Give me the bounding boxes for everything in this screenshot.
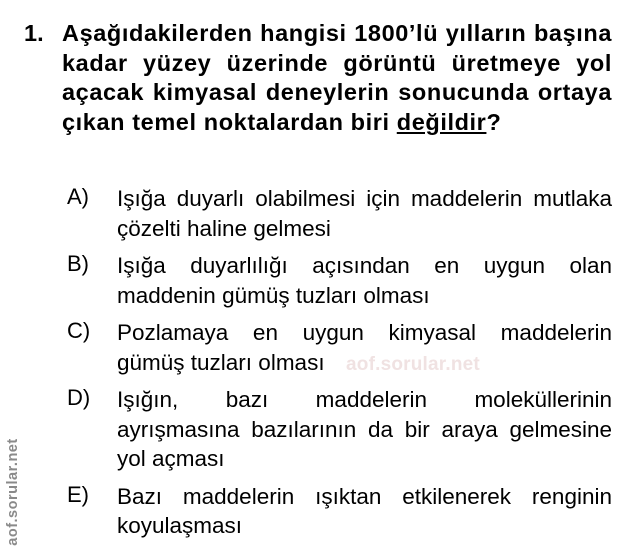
question-number: 1. bbox=[24, 20, 44, 46]
option-c[interactable] bbox=[67, 318, 612, 377]
option-b-text: Işığa duyarlılığı açısından en uygun olan maddenin gümüş tuzları olması bbox=[117, 253, 612, 308]
option-a-label: A) bbox=[67, 184, 89, 209]
option-e-text: Bazı maddelerin ışıktan etkilenerek renginin koyulaşması bbox=[117, 483, 612, 538]
option-e-label: E) bbox=[67, 481, 89, 507]
option-c-text: Pozlamaya en uygun kimyasal maddelerin gümüş tuzları olması bbox=[117, 320, 612, 375]
option-a-text: Işığa duyarlı olabilmesi için maddelerin mutlaka çözelti haline gelmesi bbox=[117, 186, 612, 241]
option-d-text: Işığın, bazı maddelerin moleküllerinin ayrışmasına bazılarının da bir araya gelmesine yol açması bbox=[117, 387, 612, 471]
question-block bbox=[24, 19, 612, 137]
question-stem bbox=[62, 19, 612, 137]
option-b[interactable] bbox=[67, 251, 612, 310]
option-c-label: C) bbox=[67, 318, 91, 343]
watermark-vertical: aof.sorular.net bbox=[5, 438, 21, 546]
answer-options bbox=[67, 184, 612, 549]
option-e[interactable] bbox=[67, 482, 612, 541]
option-b-label: B) bbox=[67, 251, 89, 276]
option-d[interactable] bbox=[67, 385, 612, 474]
option-d-label: D) bbox=[67, 385, 91, 410]
question-emphasis-negation: değildir bbox=[396, 108, 487, 135]
question-text: Aşağıdakilerden hangisi 1800’lü yılların başına kadar yüzey üzerinde görüntü üretmeye yol açacak kimyasal deneylerin sonucunda ortaya çıkan temel noktalardan biri bbox=[62, 20, 612, 135]
option-a[interactable] bbox=[67, 184, 612, 243]
watermark-inline: aof.sorular.net bbox=[346, 354, 480, 375]
question-mark: ? bbox=[486, 108, 502, 135]
